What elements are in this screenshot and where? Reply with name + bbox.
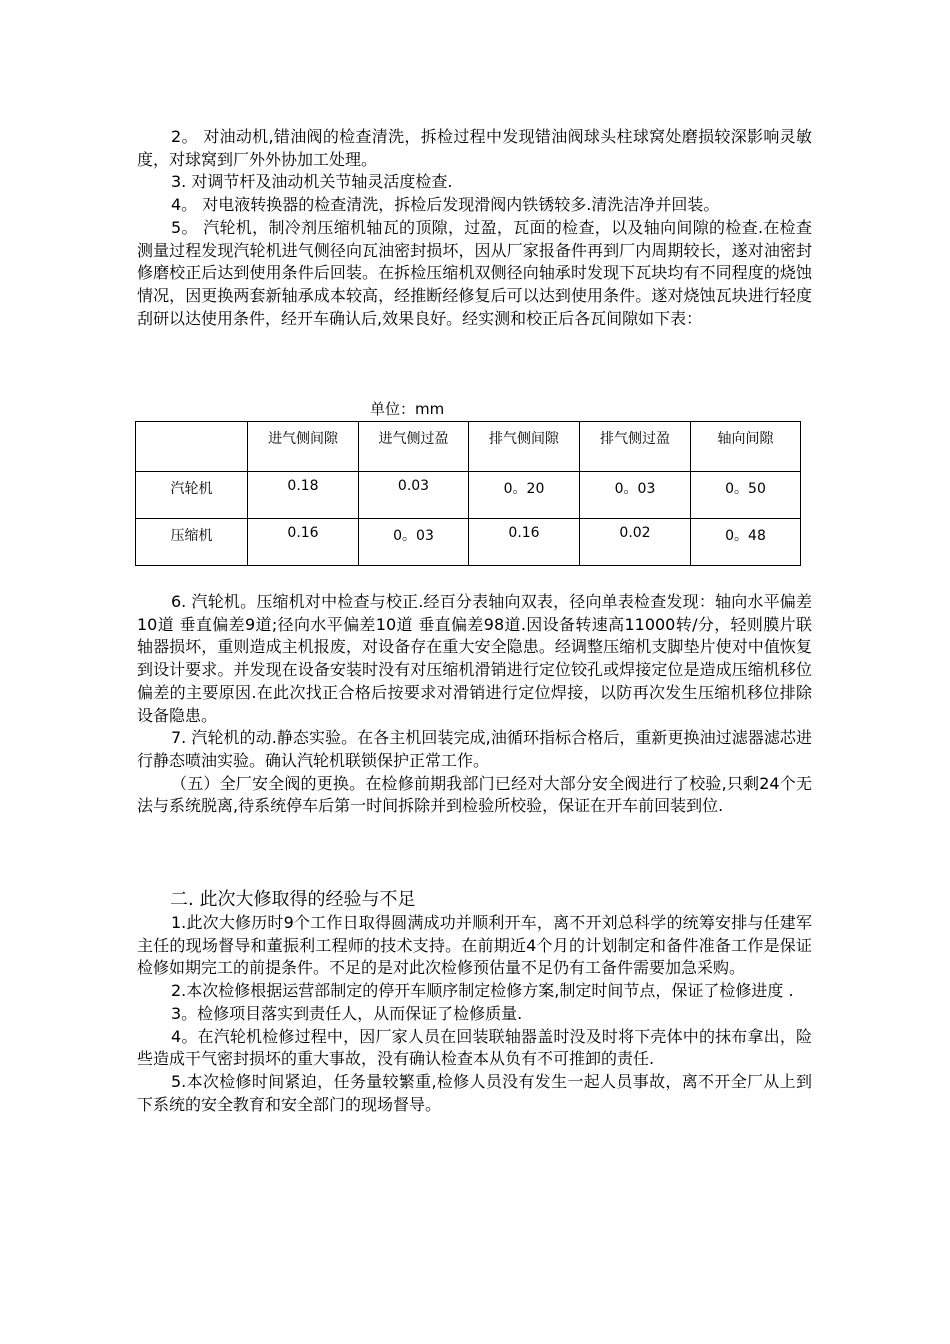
table-header-cell <box>136 422 248 472</box>
section-heading: 二. 此次大修取得的经验与不足 <box>170 889 416 910</box>
paragraph: 6. 汽轮机。压缩机对中检查与校正.经百分表轴向双表，径向单表检查发现：轴向水平偏差10道 垂直偏差9道;径向水平偏差10道 垂直偏差98道.因设备转速高11000转/分，轻则膜片联轴器损坏，重则造成主机报废，对设备存在重大安全隐患。经调整压缩机支脚垫片使对中值恢复到设计要求。并发现在设备安装时没有对压缩机滑销进行定位铰孔或焊接定位是造成压缩机移位偏差的主要原因.在此次找正合格后按要求对滑销进行定位焊接，以防再次发生压缩机移位排除设备隐患。 <box>137 592 812 725</box>
table-header-cell: 轴向间隙 <box>691 422 801 472</box>
paragraph: 3。检修项目落实到责任人，从而保证了检修质量. <box>171 1003 523 1023</box>
bearing-gap-table <box>135 421 801 566</box>
table-cell: 0。03 <box>580 472 691 519</box>
table-cell: 0.16 <box>469 519 580 566</box>
text-block-2 <box>137 591 812 818</box>
paragraph: 1.此次大修历时9个工作日取得圆满成功并顺利开车，离不开刘总科学的统筹安排与任建军主任的现场督导和董振利工程师的技术支持。在前期近4个月的计划制定和备件准备工作是保证检修如期完工的前提条件。不足的是对此次检修预估量不足仍有工备件需要加急采购。 <box>137 913 812 978</box>
text-block-1 <box>137 126 812 330</box>
paragraph: 4。 对电液转换器的检查清洗，拆检后发现滑阀内铁锈较多.清洗洁净并回装。 <box>171 195 720 215</box>
table-header-cell: 进气侧间隙 <box>248 422 359 472</box>
table-cell: 0.03 <box>359 472 469 519</box>
table-row-label: 汽轮机 <box>136 472 248 519</box>
table-cell: 0。48 <box>691 519 801 566</box>
table-row-label: 压缩机 <box>136 519 248 566</box>
table-header-cell: 排气侧间隙 <box>469 422 580 472</box>
paragraph: 5.本次检修时间紧迫，任务量较繁重,检修人员没有发生一起人员事故，离不开全厂从上到下系统的安全教育和安全部门的现场督导。 <box>137 1071 812 1114</box>
table-cell: 0.02 <box>580 519 691 566</box>
table-cell: 0。20 <box>469 472 580 519</box>
table-row <box>136 472 801 519</box>
table-cell: 0。50 <box>691 472 801 519</box>
text-block-3 <box>137 912 812 1116</box>
table-header-cell: 排气侧过盈 <box>580 422 691 472</box>
table-row <box>136 519 801 566</box>
table-cell: 0。03 <box>359 519 469 566</box>
paragraph: 4。在汽轮机检修过程中，因厂家人员在回装联轴器盖时没及时将下壳体中的抹布拿出，险些造成干气密封损坏的重大事故，没有确认检查本从负有不可推卸的责任. <box>137 1026 812 1069</box>
paragraph: 3. 对调节杆及油动机关节轴灵活度检查. <box>171 172 453 192</box>
table-unit-label: 单位：mm <box>370 400 445 418</box>
paragraph: 2.本次检修根据运营部制定的停开车顺序制定检修方案,制定时间节点，保证了检修进度 . <box>171 981 794 1001</box>
paragraph: 2。 对油动机,错油阀的检查清洗，拆检过程中发现错油阀球头柱球窝处磨损较深影响灵敏度，对球窝到厂外外协加工处理。 <box>137 127 812 169</box>
table-header-row <box>136 422 801 472</box>
table-header-cell: 进气侧过盈 <box>359 422 469 472</box>
table-cell: 0.16 <box>248 519 359 566</box>
paragraph: 5。 汽轮机，制冷剂压缩机轴瓦的顶隙，过盈，瓦面的检查，以及轴向间隙的检查.在检查测量过程发现汽轮机进气侧径向瓦油密封损坏，因从厂家报备件再到厂内周期较长，遂对油密封修磨校正后达到使用条件后回装。在拆检压缩机双侧径向轴承时发现下瓦块均有不同程度的烧蚀情况，因更换两套新轴承成本较高，经推断经修复后可以达到使用条件。遂对烧蚀瓦块进行轻度刮研以达使用条件，经开车确认后,效果良好。经实测和校正后各瓦间隙如下表： <box>137 217 812 328</box>
paragraph: 7. 汽轮机的动.静态实验。在各主机回装完成,油循环指标合格后，重新更换油过滤器滤芯进行静态喷油实验。确认汽轮机联锁保护正常工作。 <box>137 728 812 770</box>
paragraph: （五）全厂安全阀的更换。在检修前期我部门已经对大部分安全阀进行了校验,只剩24个无法与系统脱离,待系统停车后第一时间拆除并到检验所校验，保证在开车前回装到位. <box>137 773 812 816</box>
table-cell: 0.18 <box>248 472 359 519</box>
